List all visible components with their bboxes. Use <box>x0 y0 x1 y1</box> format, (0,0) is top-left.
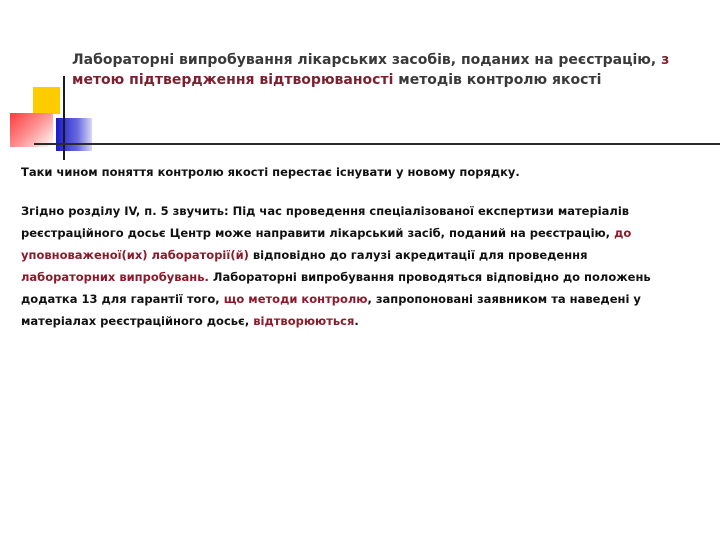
title-text: Лабораторні випробування лікарських засобів, поданих на реєстрацію, <box>72 52 662 68</box>
decor-red-square <box>10 113 53 147</box>
intro-paragraph: Таки чином поняття контролю якості перестає існувати у новому порядку. <box>21 165 520 179</box>
main-paragraph <box>21 200 711 332</box>
title-text: методів контролю якості <box>393 72 602 88</box>
title-divider <box>34 143 720 145</box>
body-text: реєстраційного досьє Центр може направити лікарський засіб, поданий на реєстрацію, <box>21 226 615 240</box>
highlighted-text: лабораторних випробувань. <box>21 270 209 284</box>
highlighted-text: до <box>614 226 632 240</box>
paragraph-line <box>21 288 711 310</box>
highlighted-text: відтворюються <box>253 314 355 328</box>
title-highlight: з <box>661 52 670 68</box>
slide-title <box>72 50 692 90</box>
highlighted-text: уповноваженої(их) лабораторії(й) <box>21 248 249 262</box>
body-text: Лабораторні випробування проводяться відповідно до положень <box>208 270 651 284</box>
body-text: . <box>354 314 359 328</box>
paragraph-line <box>21 222 711 244</box>
decor-blue-square <box>56 118 92 151</box>
highlighted-text: що методи контролю <box>223 292 368 306</box>
slide-body <box>21 162 711 332</box>
title-highlight: метою підтвердження відтворюваності <box>72 72 394 88</box>
paragraph-line <box>21 266 711 288</box>
body-text: матеріалах реєстраційного досьє, <box>21 314 254 328</box>
paragraph-line <box>21 310 711 332</box>
paragraph-line <box>21 244 711 266</box>
body-text: відповідно до галузі акредитації для проведення <box>248 248 588 262</box>
decor-yellow-square <box>33 87 60 114</box>
decor-vertical-line <box>63 76 65 160</box>
body-text: , запропоновані заявником та наведені у <box>367 292 641 306</box>
body-text: додатка 13 для гарантії того, <box>21 292 224 306</box>
body-text: Згідно розділу IV, п. 5 звучить: Під час проведення спеціалізованої експертизи матеріалів <box>21 204 630 218</box>
paragraph-line <box>21 200 711 222</box>
